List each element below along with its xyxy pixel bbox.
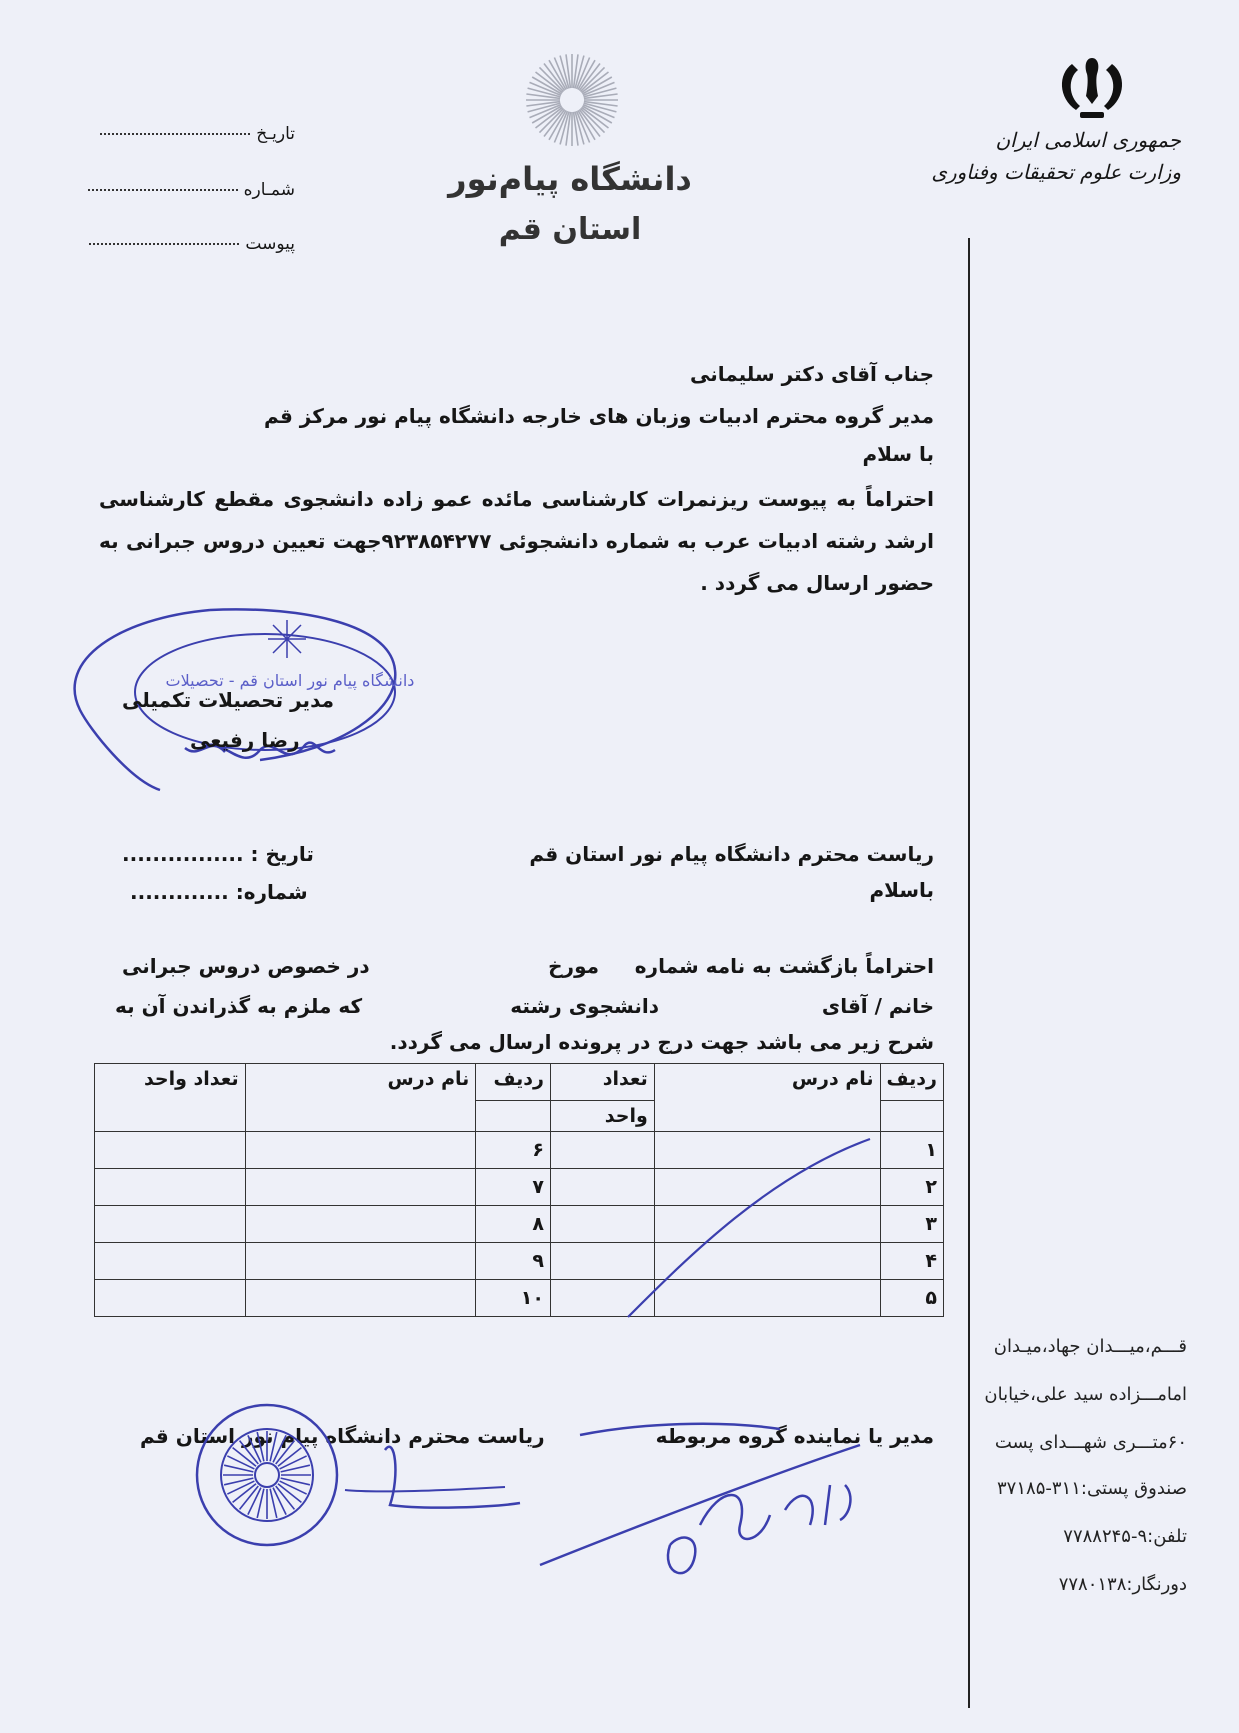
header-row-no-2: ردیف xyxy=(476,1064,551,1101)
header-units: تعداد xyxy=(550,1064,654,1101)
form-line2-b: دانشجوی رشته xyxy=(510,994,659,1018)
table-row: ۲ ۷ xyxy=(95,1169,944,1206)
svg-text:دانشگاه پیام نور استان قم - تح: دانشگاه پیام نور استان قم - تحصیلات xyxy=(165,671,415,690)
fax: دورنگار:۷۷۸۰۱۳۸ xyxy=(1058,1574,1187,1595)
header-course-name-2: نام درس xyxy=(245,1064,476,1132)
university-name: دانشگاه پیام‌نور xyxy=(448,160,692,198)
sign-name: رضا رفیعی xyxy=(190,728,300,752)
gov-title: جمهوری اسلامی ایران xyxy=(995,128,1181,152)
payame-noor-logo-icon xyxy=(522,50,622,150)
meta-attachment: پیوست xyxy=(55,234,295,254)
header-units-line2: واحد xyxy=(550,1101,654,1132)
iran-emblem-icon xyxy=(1050,52,1134,124)
addressee: جناب آقای دکتر سلیمانی xyxy=(689,362,934,386)
form-line1-b: مورخ xyxy=(548,954,599,978)
form-line1-c: در خصوص دروس جبرانی xyxy=(122,954,370,978)
form-line1-a: احتراماً بازگشت به نامه شماره xyxy=(634,954,934,978)
form-greeting: باسلام xyxy=(869,878,934,902)
address-line: امامـــزاده سید علی،خیابان xyxy=(984,1384,1187,1405)
greeting: با سلام xyxy=(862,442,934,466)
margin-rule xyxy=(968,238,970,1708)
university-province: استان قم xyxy=(498,212,642,247)
table-row: ۱ ۶ xyxy=(95,1132,944,1169)
form-number: شماره: ............. xyxy=(130,880,308,904)
address-line: ۶۰متـــری شهـــدای پست xyxy=(994,1432,1187,1453)
strike-line-icon xyxy=(620,1135,880,1325)
phone: تلفن:۹-۷۷۸۸۲۴۵ xyxy=(1063,1526,1187,1547)
table-row: ۵ ۱۰ xyxy=(95,1280,944,1317)
form-date: تاریخ : ................ xyxy=(122,842,314,866)
ministry-title: وزارت علوم تحقیقات وفناوری xyxy=(931,160,1181,184)
handwritten-signature-icon xyxy=(520,1415,900,1595)
header-row-no: ردیف xyxy=(880,1064,943,1101)
header-units-2: تعداد واحد xyxy=(95,1064,246,1132)
addressee-title: مدیر گروه محترم ادبیات وزبان های خارجه دانشگاه پیام نور مرکز قم xyxy=(264,404,934,428)
form-line2-c: که ملزم به گذراندن آن به xyxy=(115,994,363,1018)
table-header-row xyxy=(95,1064,944,1101)
meta-date: تاریـخ xyxy=(55,124,295,144)
group-rep-label: مدیر یا نماینده گروه مربوطه xyxy=(655,1424,934,1448)
form-line3: شرح زیر می باشد جهت درج در پرونده ارسال می گردد. xyxy=(389,1030,934,1054)
address-line: صندوق پستی:۳۱۱-۳۷۱۸۵ xyxy=(997,1478,1187,1499)
form-addressee: ریاست محترم دانشگاه پیام نور استان قم xyxy=(529,842,934,866)
sign-title: مدیر تحصیلات تکمیلی xyxy=(122,688,335,712)
header-course-name: نام درس xyxy=(654,1064,880,1132)
university-seal-icon xyxy=(195,1395,525,1560)
table-row: ۳ ۸ xyxy=(95,1206,944,1243)
table-row: ۴ ۹ xyxy=(95,1243,944,1280)
form-line2-a: خانم / آقای xyxy=(821,994,934,1018)
address-line: قـــم،میـــدان جهاد،میـدان xyxy=(993,1336,1187,1357)
president-label: ریاست محترم دانشگاه پیام نور استان قم xyxy=(140,1424,545,1448)
meta-number: شمـاره xyxy=(55,180,295,200)
letter-body: احتراماً به پیوست ریزنمرات کارشناسی مائده عمو زاده دانشجوی مقطع کارشناسی ارشد رشته ادبیات عرب به شماره دانشجوئی ۹۲۳۸۵۴۲۷۷جهت تعیین دروس جبرانی به حضور ارسال می گردد . xyxy=(99,487,934,595)
